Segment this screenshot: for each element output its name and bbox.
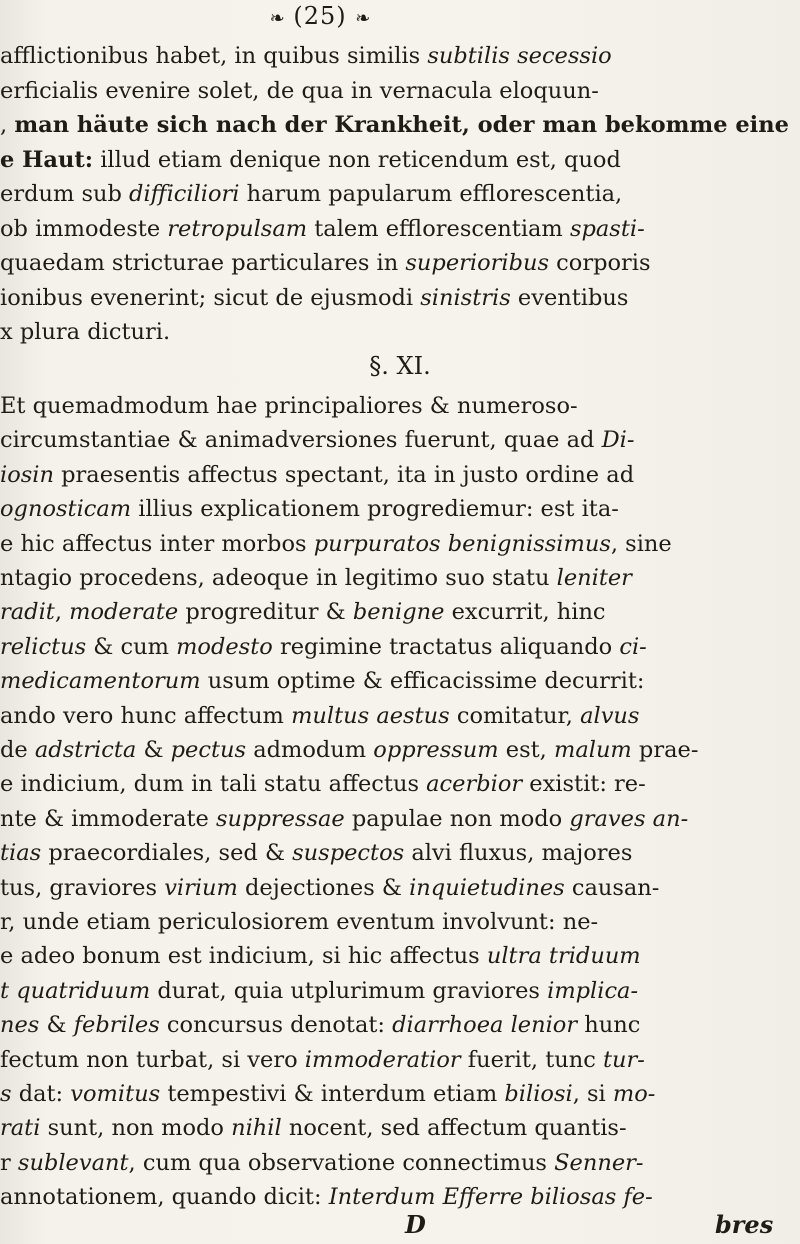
italic-text: rati bbox=[0, 1115, 41, 1142]
text-line bbox=[0, 801, 790, 837]
text-line bbox=[0, 526, 790, 562]
text-line bbox=[0, 491, 790, 527]
text-line bbox=[0, 1007, 790, 1043]
italic-text: superioribus bbox=[405, 250, 550, 276]
roman-text: r, unde etiam periculosiorem eventum involvunt: ne- bbox=[0, 909, 599, 935]
text-line bbox=[0, 732, 790, 768]
roman-text: papulae non modo bbox=[344, 805, 570, 832]
text-line bbox=[0, 835, 790, 871]
roman-text: & cum bbox=[86, 633, 177, 660]
roman-text: , bbox=[0, 112, 15, 138]
roman-text: comitatur, bbox=[449, 702, 581, 729]
roman-text: ntagio procedens, adeoque in legitimo suo statu bbox=[0, 565, 557, 591]
text-line bbox=[0, 211, 790, 247]
italic-text: Senner- bbox=[554, 1149, 644, 1176]
text-line bbox=[0, 314, 790, 350]
italic-text: graves an- bbox=[569, 805, 689, 832]
roman-text: tempestivi & interdum etiam bbox=[160, 1081, 505, 1107]
roman-text: circumstantiae & animadversiones fuerunt, quae ad bbox=[0, 427, 602, 454]
text-line bbox=[0, 388, 790, 424]
roman-text: prae- bbox=[631, 737, 699, 763]
text-line bbox=[0, 973, 790, 1009]
italic-text: sublevant bbox=[17, 1149, 129, 1176]
roman-text: erficialis evenire solet, de qua in vernacula eloquun- bbox=[0, 77, 599, 104]
text-line bbox=[0, 142, 790, 178]
italic-text: alvus bbox=[580, 702, 640, 729]
catchword: bres bbox=[715, 1210, 774, 1239]
roman-text: , si bbox=[572, 1081, 613, 1107]
roman-text: regimine tractatus aliquando bbox=[272, 633, 620, 660]
italic-text: leniter bbox=[556, 565, 632, 591]
roman-text: eventibus bbox=[510, 284, 629, 311]
roman-text: r bbox=[0, 1149, 18, 1176]
text-line bbox=[0, 176, 790, 212]
roman-text: fectum non turbat, si vero bbox=[0, 1046, 305, 1073]
roman-text: e hic affectus inter morbos bbox=[0, 530, 314, 557]
italic-text: virium bbox=[164, 874, 238, 901]
section-heading: §. XI. bbox=[369, 352, 431, 380]
text-line bbox=[0, 904, 790, 940]
italic-text: adstricta bbox=[34, 737, 137, 763]
text-line bbox=[0, 560, 790, 596]
italic-text: subtilis secessio bbox=[427, 43, 612, 69]
italic-text: s bbox=[0, 1081, 12, 1107]
roman-text: afflictionibus habet, in quibus similis bbox=[0, 43, 428, 69]
roman-text: e indicium, dum in tali statu affectus bbox=[0, 771, 427, 798]
roman-text: , sine bbox=[610, 530, 672, 557]
italic-text: modesto bbox=[176, 633, 273, 660]
roman-text: durat, quia utplurimum graviores bbox=[150, 977, 548, 1004]
roman-text: nocent, sed affectum quantis- bbox=[281, 1115, 627, 1142]
italic-text: oppressum bbox=[373, 737, 499, 763]
roman-text: x plura dicturi. bbox=[0, 319, 171, 345]
italic-text: ognosticam bbox=[0, 496, 132, 523]
roman-text: usum optime & efficacissime decurrit: bbox=[200, 668, 645, 695]
italic-text: suppressae bbox=[216, 805, 345, 832]
blackletter-text: man häute sich nach der Krankheit, oder man bekomme eine bbox=[14, 112, 789, 138]
text-line bbox=[0, 422, 790, 458]
left-ornament-icon: ❧ bbox=[269, 8, 285, 29]
page-header bbox=[0, 2, 640, 30]
roman-text: hunc bbox=[577, 1012, 641, 1039]
text-line bbox=[0, 870, 790, 906]
italic-text: implica- bbox=[547, 977, 639, 1004]
text-line bbox=[0, 1076, 790, 1112]
text-line bbox=[0, 1110, 790, 1146]
italic-text: nes bbox=[0, 1012, 40, 1039]
blackletter-text: e Haut: bbox=[0, 146, 94, 173]
roman-text: dejectiones & bbox=[237, 874, 410, 901]
roman-text: quaedam stricturae particulares in bbox=[0, 250, 406, 276]
italic-text: difficiliori bbox=[129, 181, 240, 207]
text-line bbox=[0, 245, 790, 281]
text-line bbox=[0, 457, 790, 493]
italic-text: spasti- bbox=[569, 215, 645, 242]
roman-text: & bbox=[136, 737, 171, 763]
italic-text: retropulsam bbox=[167, 215, 308, 242]
italic-text: sinistris bbox=[420, 284, 511, 311]
roman-text: Et quemadmodum hae principaliores & numeroso- bbox=[0, 393, 578, 419]
italic-text: inquietudines bbox=[409, 874, 565, 901]
italic-text: t quatriduum bbox=[0, 977, 151, 1004]
italic-text: nihil bbox=[231, 1115, 282, 1142]
roman-text: tus, graviores bbox=[0, 874, 165, 901]
roman-text: admodum bbox=[246, 737, 374, 763]
roman-text: & bbox=[39, 1012, 74, 1039]
roman-text: existit: re- bbox=[522, 771, 646, 798]
italic-text: iosin bbox=[0, 461, 54, 488]
roman-text: erdum sub bbox=[0, 181, 130, 207]
italic-text: mo- bbox=[612, 1081, 656, 1107]
roman-text: ando vero hunc affectum bbox=[0, 702, 292, 729]
text-line bbox=[0, 1179, 790, 1215]
roman-text: praecordiales, sed & bbox=[41, 840, 293, 867]
italic-text: malum bbox=[554, 737, 632, 763]
italic-text: purpuratos benignissimus bbox=[313, 530, 611, 557]
text-line bbox=[0, 766, 790, 802]
italic-text: diarrhoea lenior bbox=[392, 1012, 578, 1039]
right-ornament-icon: ❧ bbox=[355, 8, 371, 29]
roman-text: harum papularum efflorescentia, bbox=[239, 181, 623, 207]
italic-text: medicamentorum bbox=[0, 668, 201, 695]
italic-text: ci- bbox=[619, 633, 647, 660]
roman-text: talem efflorescentiam bbox=[307, 215, 570, 242]
italic-text: radit bbox=[0, 599, 55, 626]
text-line bbox=[0, 73, 790, 109]
roman-text: progreditur & bbox=[178, 599, 353, 626]
text-line bbox=[0, 107, 790, 143]
text-line bbox=[0, 280, 790, 316]
roman-text: est, bbox=[498, 737, 554, 763]
roman-text: e adeo bonum est indicium, si hic affectus bbox=[0, 943, 487, 970]
roman-text: concursus denotat: bbox=[159, 1012, 393, 1039]
roman-text: , bbox=[54, 599, 70, 626]
text-line bbox=[0, 663, 790, 699]
italic-text: Di- bbox=[601, 427, 635, 454]
text-line bbox=[0, 629, 790, 665]
italic-text: tias bbox=[0, 840, 42, 867]
roman-text: ionibus evenerint; sicut de ejusmodi bbox=[0, 284, 421, 311]
italic-text: pectus bbox=[170, 737, 247, 763]
italic-text: febriles bbox=[73, 1012, 160, 1039]
roman-text: corporis bbox=[549, 250, 651, 276]
roman-text: fuerit, tunc bbox=[460, 1046, 603, 1073]
text-line bbox=[0, 1042, 790, 1078]
italic-text: biliosi bbox=[504, 1081, 573, 1107]
roman-text: sunt, non modo bbox=[40, 1115, 232, 1142]
text-line bbox=[0, 938, 790, 974]
text-line bbox=[0, 38, 790, 74]
text-line bbox=[0, 594, 790, 630]
italic-text: suspectos bbox=[292, 840, 405, 867]
roman-text: illius explicationem progrediemur: est ita- bbox=[131, 496, 619, 523]
italic-text: acerbior bbox=[426, 771, 523, 798]
roman-text: annotationem, quando dicit: bbox=[0, 1184, 329, 1211]
text-line bbox=[0, 698, 790, 734]
roman-text: excurrit, hinc bbox=[444, 599, 606, 626]
italic-text: moderate bbox=[69, 599, 179, 626]
roman-text: praesentis affectus spectant, ita in justo ordine ad bbox=[53, 461, 635, 488]
roman-text: ob immodeste bbox=[0, 215, 168, 242]
roman-text: alvi fluxus, majores bbox=[404, 840, 633, 867]
italic-text: vomitus bbox=[70, 1081, 161, 1107]
roman-text: dat: bbox=[11, 1081, 71, 1107]
text-line bbox=[0, 1145, 790, 1181]
italic-text: relictus bbox=[0, 633, 87, 660]
signature-mark: D bbox=[405, 1210, 426, 1239]
roman-text: nte & immoderate bbox=[0, 805, 216, 832]
italic-text: multus aestus bbox=[291, 702, 450, 729]
page-number: (25) bbox=[293, 2, 347, 30]
italic-text: tur- bbox=[603, 1046, 645, 1073]
roman-text: causan- bbox=[564, 874, 660, 901]
italic-text: Interdum Efferre biliosas fe- bbox=[328, 1184, 653, 1211]
italic-text: benigne bbox=[352, 599, 445, 626]
roman-text: , cum qua observatione connectimus bbox=[128, 1149, 555, 1176]
italic-text: ultra triduum bbox=[486, 943, 641, 970]
roman-text: de bbox=[0, 737, 35, 763]
roman-text: illud etiam denique non reticendum est, quod bbox=[93, 146, 621, 173]
italic-text: immoderatior bbox=[304, 1046, 461, 1073]
